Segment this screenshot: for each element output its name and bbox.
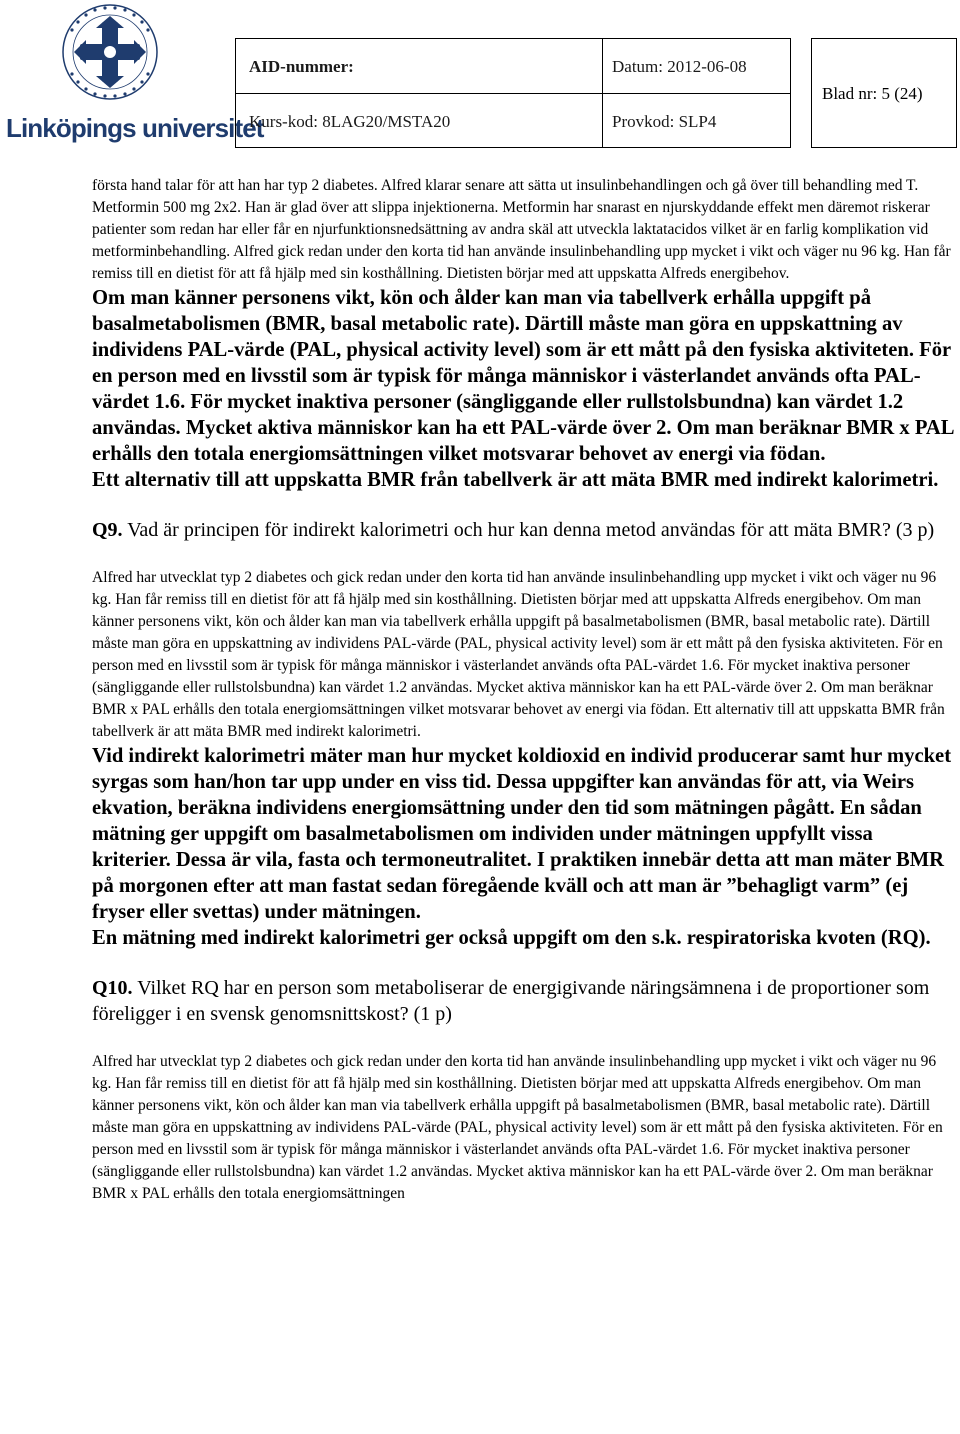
question-q9-text: Vad är principen för indirekt kalorimetri och hur kan denna metod användas för att mäta BMR? (3 p) — [122, 519, 935, 542]
question-q10-number: Q10. — [92, 977, 133, 1000]
bold-answer-4: En mätning med indirekt kalorimetri ger också uppgift om den s.k. respiratoriska kvoten (RQ). — [92, 927, 931, 950]
header-row-1 — [236, 39, 790, 94]
bold-answer-2: Ett alternativ till att uppskatta BMR från tabellverk är att mäta BMR med indirekt kalorimetri. — [92, 469, 939, 492]
page-number-box — [811, 38, 957, 148]
bold-answer-3: Vid indirekt kalorimetri mäter man hur mycket koldioxid en individ producerar samt hur mycket syrgas som han/hon tar upp under en viss tid. Dessa uppgifter kan användas för att, via Weirs ekvation, beräkna individens energiomsättning under den tid som mätningen pågått. En sådan mätning ger uppgift om basalmetabolismen om individen under mätningen uppfyllt vissa kriterier. Dessa är vila, fasta och termoneutralitet. I praktiken innebär detta att man mäter BMR på morgonen efter att man fastat sedan föregående kväll och att man är ”behagligt varm” (ej fryser eller svettas) under mätningen. — [92, 744, 952, 924]
question-q9 — [92, 517, 954, 543]
exam-code-field: Provkod: SLP4 — [612, 112, 717, 131]
document-body — [92, 175, 954, 1205]
course-code-field: Kurs-kod: 8LAG20/MSTA20 — [249, 112, 451, 131]
aid-number-label: AID-nummer: — [249, 57, 354, 76]
case-paragraph-1: första hand talar för att han har typ 2 diabetes. Alfred klarar senare att sätta ut insulinbehandlingen och gå över till behandling med T. Metformin 500 mg 2x2. Han är glad över att slippa injektionerna. Metformin har snarast en njurskyddande effekt men däremot riskerar patienter som redan har eller får en njurfunktionsnedsättning av andra skäl att utveckla laktatacidos vilket är en farlig komplikation vid metforminbehandling. Alfred gick redan under den korta tid han använde insulinbehandling upp mycket i vikt och väger nu 96 kg. Han får remiss till en dietist för att få hjälp med sin kosthållning. Dietisten börjar med att uppskatta Alfreds energibehov. — [92, 177, 951, 282]
date-field: Datum: 2012-06-08 — [612, 57, 747, 76]
question-q10 — [92, 975, 954, 1027]
header-divider — [602, 39, 603, 147]
page-number: Blad nr: 5 (24) — [822, 84, 923, 103]
bold-answer-1: Om man känner personens vikt, kön och ålder kan man via tabellverk erhålla uppgift på basalmetabolismen (BMR, basal metabolic rate). Därtill måste man göra en uppskattning av individens PAL-värde (PAL, physical activity level) som är ett mått på den fysiska aktiviteten. För en person med en livsstil som är typisk för många människor i västerlandet används ofta PAL-värdet 1.6. För mycket inaktiva personer (sängliggande eller rullstolsbundna) kan värdet 1.2 användas. Mycket aktiva människor kan ha ett PAL-värde över 2. Om man beräknar BMR x PAL erhålls den totala energiomsättningen vilket motsvarar behovet av energi via födan. — [92, 286, 954, 466]
case-paragraph-2: Alfred har utvecklat typ 2 diabetes och gick redan under den korta tid han använde insulinbehandling upp mycket i vikt och väger nu 96 kg. Han får remiss till en dietist för att få hjälp med sin kosthållning. Dietisten börjar med att uppskatta Alfreds energibehov. Om man känner personens vikt, kön och ålder kan man via tabellverk erhålla uppgift på basalmetabolismen (BMR, basal metabolic rate). Därtill måste man göra en uppskattning av individens PAL-värde (PAL, physical activity level) som är ett mått på den fysiska aktiviteten. För en person med en livsstil som är typisk för många människor i västerlandet används ofta PAL-värdet 1.6. För mycket inaktiva personer (sängliggande eller rullstolsbundna) kan värdet 1.2 användas. Mycket aktiva människor kan ha ett PAL-värde över 2. Om man beräknar BMR x PAL erhålls den totala energiomsättningen vilket motsvarar behovet av energi via födan. Ett alternativ till att uppskatta BMR från tabellverk är att mäta BMR med indirekt kalorimetri. — [92, 569, 945, 740]
header-table — [235, 38, 791, 148]
question-q9-number: Q9. — [92, 519, 123, 542]
header-row-2 — [236, 94, 790, 148]
case-paragraph-3: Alfred har utvecklat typ 2 diabetes och gick redan under den korta tid han använde insulinbehandling upp mycket i vikt och väger nu 96 kg. Han får remiss till en dietist för att få hjälp med sin kosthållning. Dietisten börjar med att uppskatta Alfreds energibehov. Om man känner personens vikt, kön och ålder kan man via tabellverk erhålla uppgift på basalmetabolismen (BMR, basal metabolic rate). Därtill måste man göra en uppskattning av individens PAL-värde (PAL, physical activity level) som är ett mått på den fysiska aktiviteten. För en person med en livsstil som är typisk för många människor i västerlandet används ofta PAL-värdet 1.6. För mycket inaktiva personer (sängliggande eller rullstolsbundna) kan värdet 1.2 användas. Mycket aktiva människor kan ha ett PAL-värde över 2. Om man beräknar BMR x PAL erhålls den totala energiomsättningen — [92, 1053, 943, 1202]
question-q10-text: Vilket RQ har en person som metaboliserar de energigivande näringsämnena i de proportioner som föreligger i en svensk genomsnittskost? (1 p) — [92, 977, 930, 1026]
university-name: Linköpings universitet — [6, 113, 264, 143]
